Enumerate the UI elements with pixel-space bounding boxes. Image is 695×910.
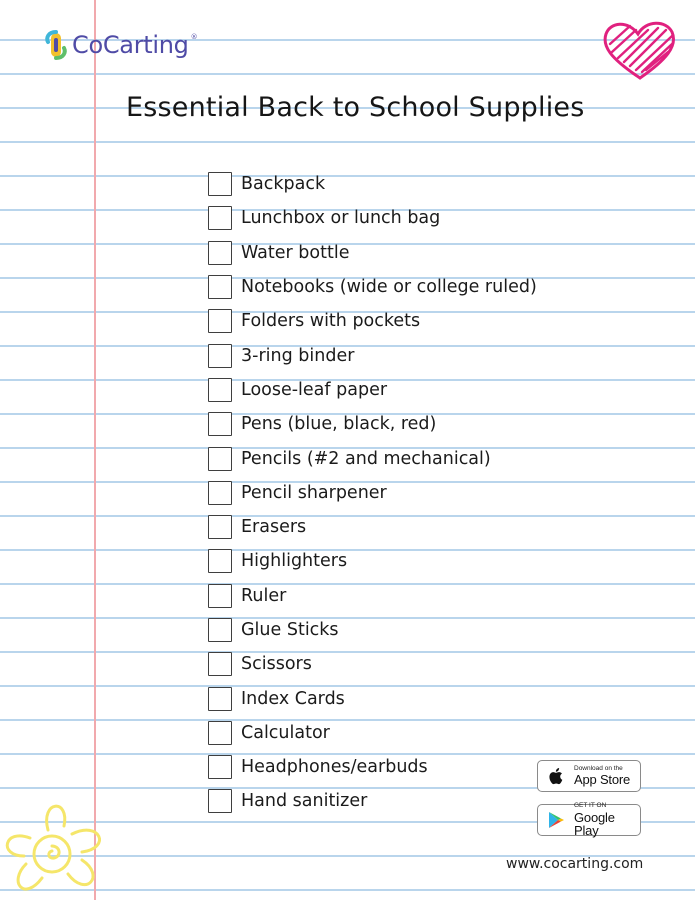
checkbox[interactable] bbox=[208, 172, 232, 196]
flower-icon bbox=[0, 790, 120, 910]
checkbox[interactable] bbox=[208, 412, 232, 436]
checklist-item[interactable] bbox=[208, 750, 537, 784]
checklist-item-label: Headphones/earbuds bbox=[241, 757, 428, 778]
cocarting-logo-icon bbox=[44, 30, 68, 60]
checklist-item[interactable] bbox=[208, 647, 537, 681]
google-play-small-label: GET IT ON bbox=[574, 802, 607, 810]
app-store-label: App Store bbox=[574, 772, 631, 788]
checkbox[interactable] bbox=[208, 721, 232, 745]
registered-mark: ® bbox=[190, 33, 198, 41]
checklist-item-label: Calculator bbox=[241, 722, 330, 743]
checklist-item-label: Water bottle bbox=[241, 242, 350, 263]
checkbox[interactable] bbox=[208, 789, 232, 813]
checkbox[interactable] bbox=[208, 549, 232, 573]
supply-checklist bbox=[208, 167, 537, 819]
apple-icon bbox=[546, 766, 566, 786]
checklist-item-label: Index Cards bbox=[241, 688, 345, 709]
checklist-item[interactable] bbox=[208, 476, 537, 510]
checkbox[interactable] bbox=[208, 378, 232, 402]
checklist-item[interactable] bbox=[208, 441, 537, 475]
checkbox[interactable] bbox=[208, 309, 232, 333]
checkbox[interactable] bbox=[208, 344, 232, 368]
checklist-item[interactable] bbox=[208, 716, 537, 750]
google-play-badge[interactable] bbox=[537, 804, 641, 836]
checklist-item-label: Glue Sticks bbox=[241, 620, 339, 640]
checkbox[interactable] bbox=[208, 515, 232, 539]
checkbox[interactable] bbox=[208, 241, 232, 265]
google-play-label: Google Play bbox=[574, 809, 615, 838]
page-title: Essential Back to School Supplies bbox=[126, 92, 585, 123]
checklist-item[interactable] bbox=[208, 784, 537, 818]
website-link[interactable]: www.cocarting.com bbox=[506, 856, 644, 872]
checklist-item[interactable] bbox=[208, 681, 537, 715]
checklist-item[interactable] bbox=[208, 304, 537, 338]
checklist-item-label: Scissors bbox=[241, 654, 312, 675]
checklist-item[interactable] bbox=[208, 510, 537, 544]
checklist-item[interactable] bbox=[208, 201, 537, 235]
checklist-item-label: Hand sanitizer bbox=[241, 791, 368, 812]
checklist-item[interactable] bbox=[208, 270, 537, 304]
checklist-item[interactable] bbox=[208, 544, 537, 578]
checkbox[interactable] bbox=[208, 275, 232, 299]
checklist-item-label: Pencil sharpener bbox=[241, 482, 387, 503]
checklist-item-label: Ruler bbox=[241, 585, 287, 606]
checklist-item-label: Pens (blue, black, red) bbox=[241, 414, 437, 435]
checklist-item-label: Notebooks (wide or college ruled) bbox=[241, 277, 537, 298]
checkbox[interactable] bbox=[208, 687, 232, 711]
checklist-item-label: Erasers bbox=[241, 517, 307, 538]
checkbox[interactable] bbox=[208, 584, 232, 608]
checkbox[interactable] bbox=[208, 447, 232, 471]
brand-name: CoCarting bbox=[72, 31, 189, 59]
checklist-item-label: Folders with pockets bbox=[241, 311, 421, 332]
margin-line bbox=[94, 0, 96, 900]
checklist-item-label: Loose-leaf paper bbox=[241, 379, 388, 400]
checklist-item-label: Backpack bbox=[241, 174, 326, 195]
checklist-item-label: Highlighters bbox=[241, 551, 348, 572]
checklist-item[interactable] bbox=[208, 236, 537, 270]
checklist-item[interactable] bbox=[208, 338, 537, 372]
checkbox[interactable] bbox=[208, 481, 232, 505]
checklist-item[interactable] bbox=[208, 373, 537, 407]
heart-icon bbox=[600, 18, 680, 84]
brand-logo[interactable] bbox=[44, 29, 198, 61]
checkbox[interactable] bbox=[208, 755, 232, 779]
checklist-item-label: Pencils (#2 and mechanical) bbox=[241, 448, 491, 469]
checklist-item[interactable] bbox=[208, 613, 537, 647]
checkbox[interactable] bbox=[208, 652, 232, 676]
checkbox[interactable] bbox=[208, 206, 232, 230]
checklist-item[interactable] bbox=[208, 167, 537, 201]
checklist-item[interactable] bbox=[208, 579, 537, 613]
app-store-badge[interactable] bbox=[537, 760, 641, 792]
google-play-icon bbox=[546, 810, 566, 830]
checkbox[interactable] bbox=[208, 618, 232, 642]
checklist-item-label: Lunchbox or lunch bag bbox=[241, 208, 441, 229]
checklist-item-label: 3-ring binder bbox=[241, 345, 355, 366]
checklist-item[interactable] bbox=[208, 407, 537, 441]
app-store-small-label: Download on the bbox=[574, 764, 623, 772]
